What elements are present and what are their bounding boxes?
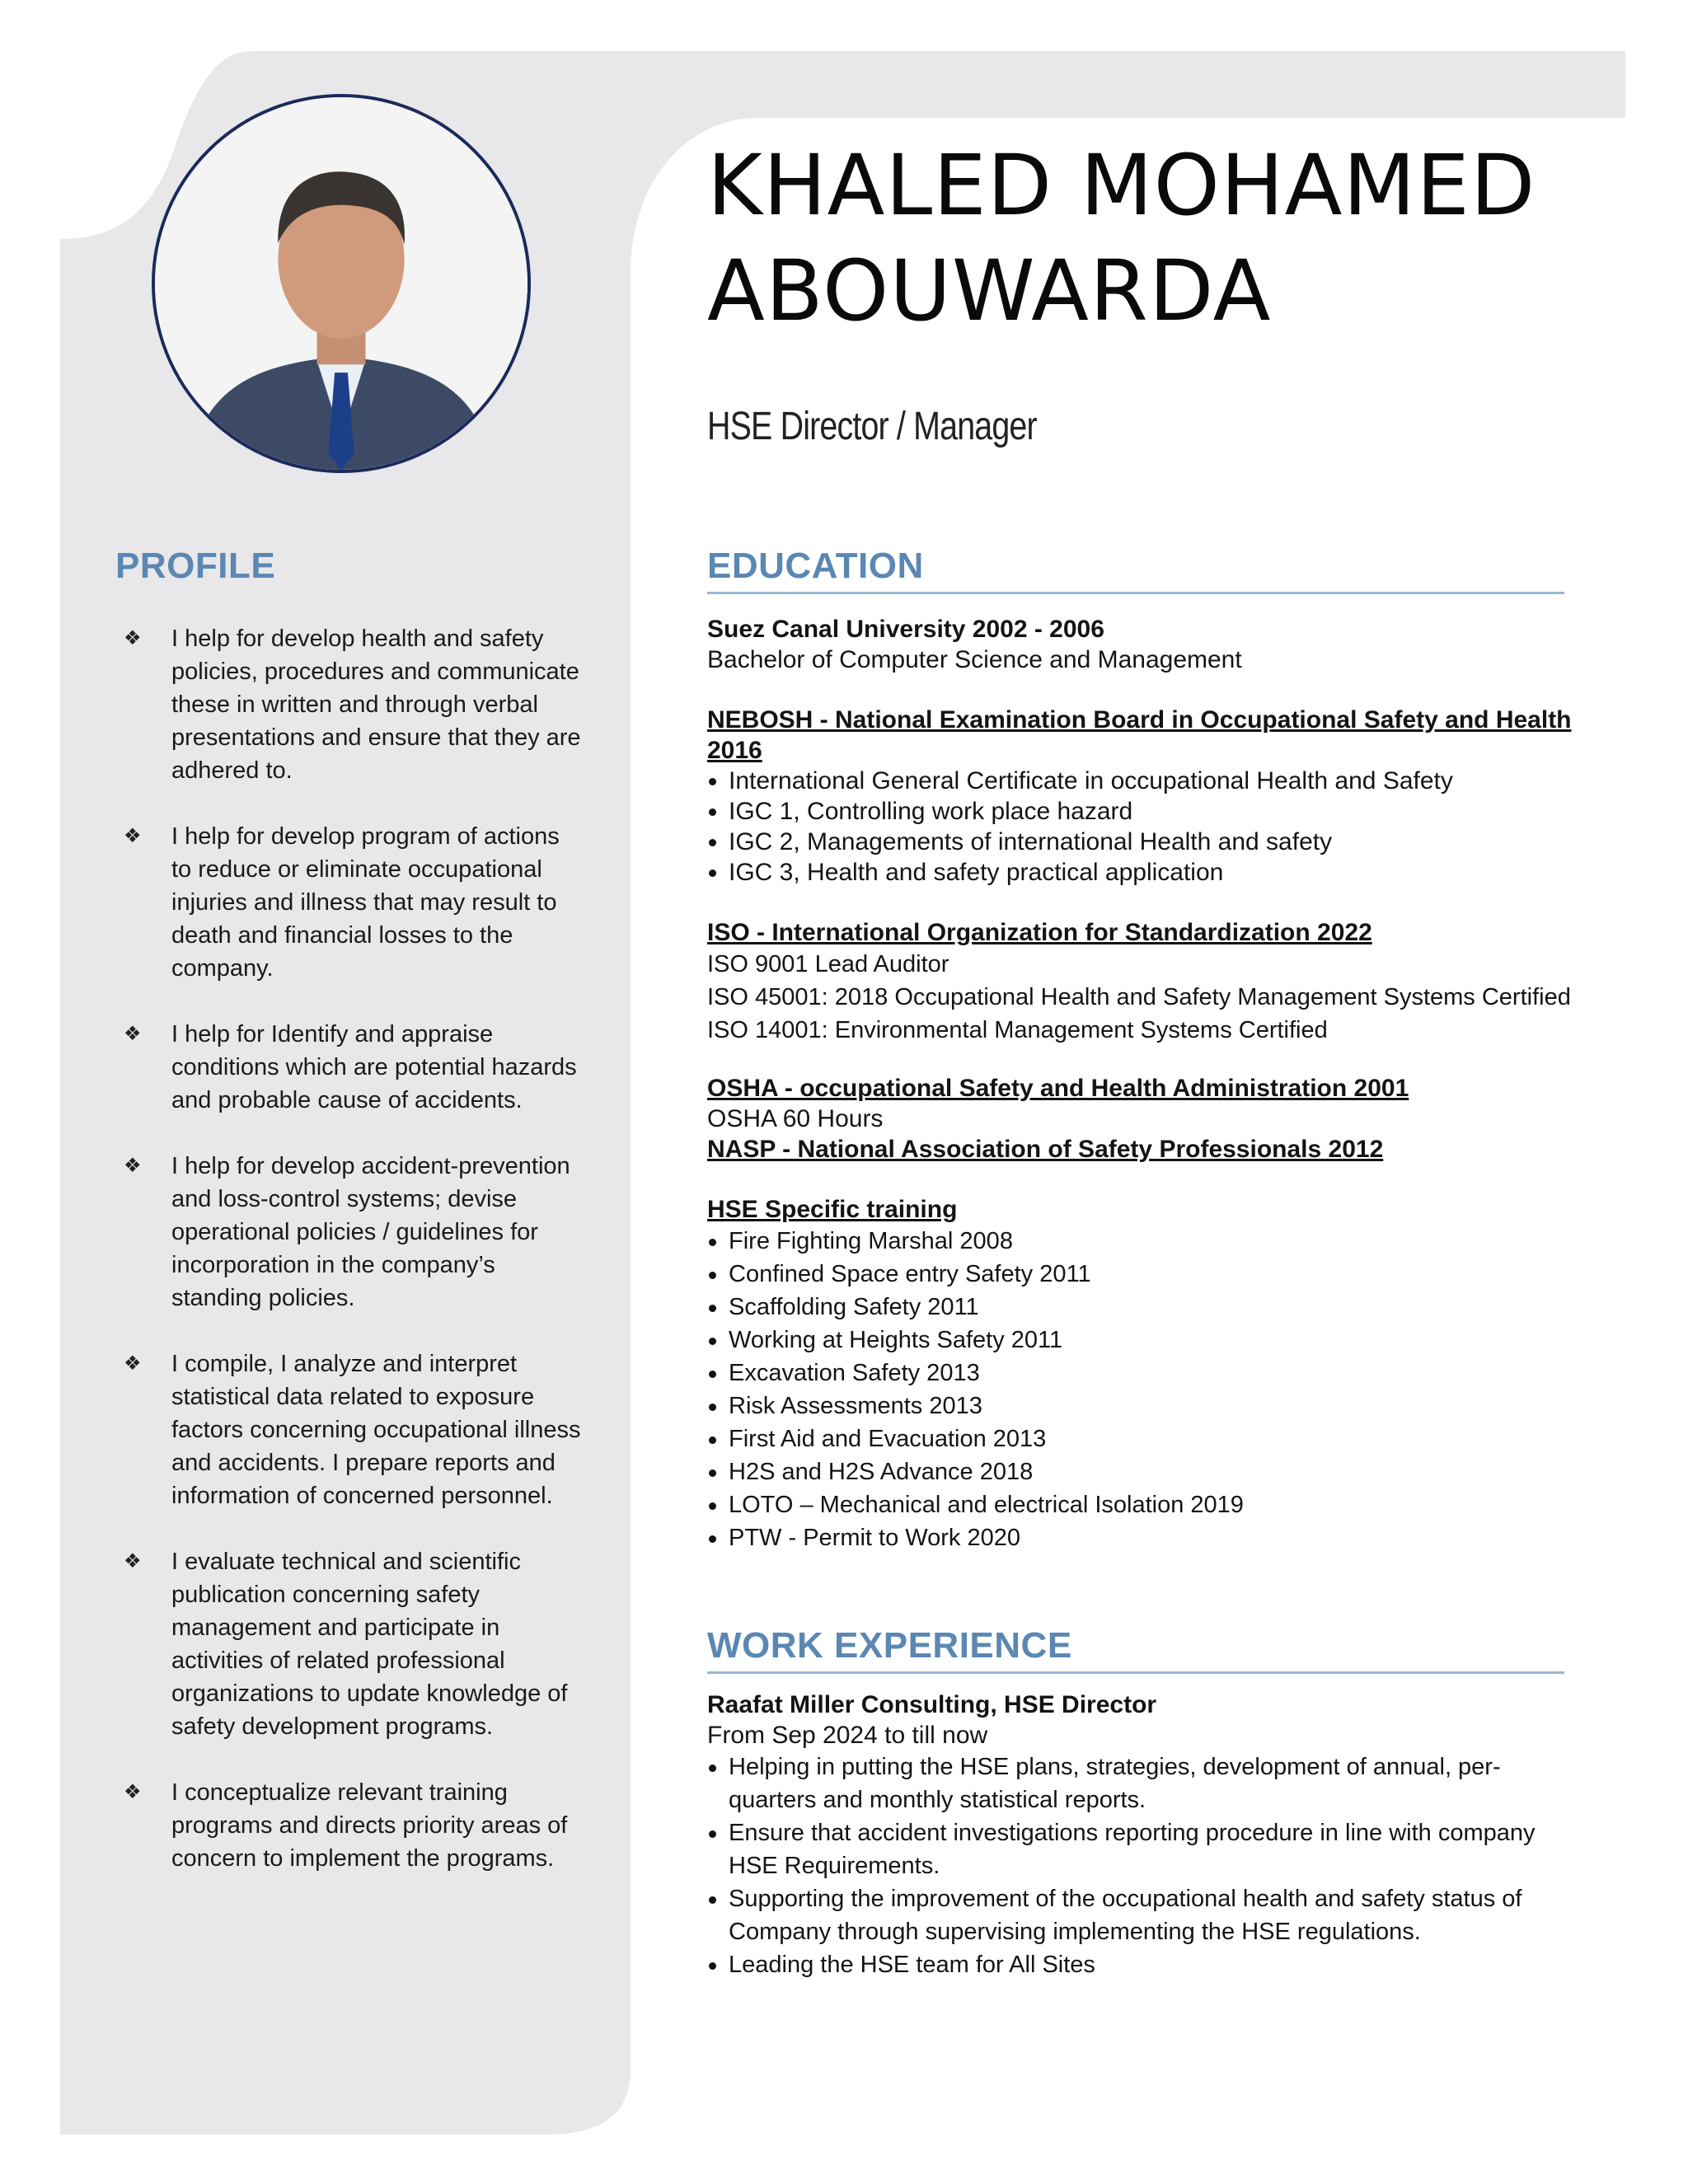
profile-item (115, 622, 585, 787)
training-item: Fire Fighting Marshal 2008 (707, 1225, 1573, 1258)
work-section (707, 1690, 1573, 1981)
job-duties-list (707, 1750, 1573, 1981)
nasp-heading: NASP - National Association of Safety Professionals 2012 (707, 1136, 1384, 1163)
nebosh-item: International General Certificate in occupational Health and Safety (707, 766, 1573, 796)
training-list (707, 1225, 1573, 1554)
nebosh-heading: NEBOSH - National Examination Board in Occupational Safety and Health 2016 (707, 706, 1572, 764)
iso-heading: ISO - International Organization for Standardization 2022 (707, 919, 1372, 946)
name-line-2: ABOUWARDA (707, 242, 1272, 340)
work-divider (707, 1671, 1564, 1674)
profile-item (115, 820, 585, 985)
nebosh-item: IGC 1, Controlling work place hazard (707, 796, 1573, 827)
job-duty-item: Ensure that accident investigations reporting procedure in line with company HSE Requirements. (707, 1816, 1573, 1882)
iso-item: ISO 9001 Lead Auditor (707, 951, 950, 977)
job-title: HSE Director / Manager (707, 405, 1037, 448)
diamond-quad-icon: ❖ (124, 825, 142, 847)
training-item: PTW - Permit to Work 2020 (707, 1521, 1573, 1554)
job-duty-item: Leading the HSE team for All Sites (707, 1948, 1573, 1981)
training-item: Working at Heights Safety 2011 (707, 1324, 1573, 1357)
diamond-quad-icon: ❖ (124, 1781, 142, 1803)
nebosh-list (707, 766, 1573, 888)
profile-heading: PROFILE (115, 546, 276, 586)
nebosh-item: IGC 2, Managements of international Health and safety (707, 827, 1573, 857)
profile-item-text: I help for develop accident-prevention and loss-control systems; devise operational policies / guidelines for incorporation in the company’s standing policies. (171, 1153, 570, 1311)
training-item: Risk Assessments 2013 (707, 1390, 1573, 1422)
iso-item: ISO 14001: Environmental Management Systems Certified (707, 1017, 1328, 1043)
osha-heading: OSHA - occupational Safety and Health Administration 2001 (707, 1075, 1409, 1102)
training-item: H2S and H2S Advance 2018 (707, 1455, 1573, 1488)
diamond-quad-icon: ❖ (124, 1550, 142, 1572)
profile-item (115, 1150, 585, 1315)
diamond-quad-icon: ❖ (124, 1155, 142, 1177)
education-heading: EDUCATION (707, 546, 924, 586)
profile-item-text: I help for develop program of actions to reduce or eliminate occupational injuries and illness that may result to death and financial losses to the company. (171, 823, 560, 982)
nebosh-item: IGC 3, Health and safety practical application (707, 857, 1573, 888)
osha-line: OSHA 60 Hours (707, 1105, 884, 1132)
profile-item-text: I help for Identify and appraise conditions which are potential hazards and probable cause of accidents. (171, 1021, 577, 1113)
profile-item (115, 1347, 585, 1512)
education-section (707, 614, 1573, 1554)
work-heading: WORK EXPERIENCE (707, 1625, 1072, 1666)
profile-item-text: I compile, I analyze and interpret statistical data related to exposure factors concerning occupational illness and accidents. I prepare reports and information of concerned personnel. (171, 1351, 581, 1509)
profile-item (115, 1545, 585, 1743)
training-item: First Aid and Evacuation 2013 (707, 1422, 1573, 1455)
university-degree: Bachelor of Computer Science and Management (707, 646, 1242, 673)
diamond-quad-icon: ❖ (124, 627, 142, 649)
job-duty-item: Helping in putting the HSE plans, strategies, development of annual, per-quarters and monthly statistical reports. (707, 1750, 1573, 1816)
diamond-quad-icon: ❖ (124, 1352, 142, 1375)
profile-photo (152, 94, 531, 473)
education-divider (707, 592, 1564, 594)
training-item: LOTO – Mechanical and electrical Isolation 2019 (707, 1488, 1573, 1521)
profile-item (115, 1018, 585, 1117)
training-item: Confined Space entry Safety 2011 (707, 1258, 1573, 1291)
iso-item: ISO 45001: 2018 Occupational Health and Safety Management Systems Certified (707, 984, 1571, 1010)
profile-list (115, 622, 585, 1908)
profile-item (115, 1776, 585, 1875)
training-heading: HSE Specific training (707, 1196, 958, 1223)
iso-list (707, 948, 1573, 1047)
profile-item-text: I help for develop health and safety policies, procedures and communicate these in written and through verbal presentations and ensure that they are adhered to. (171, 626, 581, 784)
training-item: Excavation Safety 2013 (707, 1357, 1573, 1390)
name-line-1: KHALED MOHAMED (707, 137, 1536, 235)
job-heading: Raafat Miller Consulting, HSE Director (707, 1691, 1157, 1718)
job-duty-item: Supporting the improvement of the occupational health and safety status of Company through supervising implementing the HSE regulations. (707, 1882, 1573, 1948)
job-period: From Sep 2024 to till now (707, 1722, 988, 1749)
profile-item-text: I conceptualize relevant training programs and directs priority areas of concern to implement the programs. (171, 1779, 568, 1872)
candidate-name (707, 134, 1614, 344)
profile-item-text: I evaluate technical and scientific publication concerning safety management and participate in activities of related professional organizations to update knowledge of safety development programs. (171, 1549, 568, 1740)
diamond-quad-icon: ❖ (124, 1023, 142, 1045)
university-heading: Suez Canal University 2002 - 2006 (707, 616, 1104, 643)
person-portrait-icon (155, 97, 528, 470)
training-item: Scaffolding Safety 2011 (707, 1291, 1573, 1324)
